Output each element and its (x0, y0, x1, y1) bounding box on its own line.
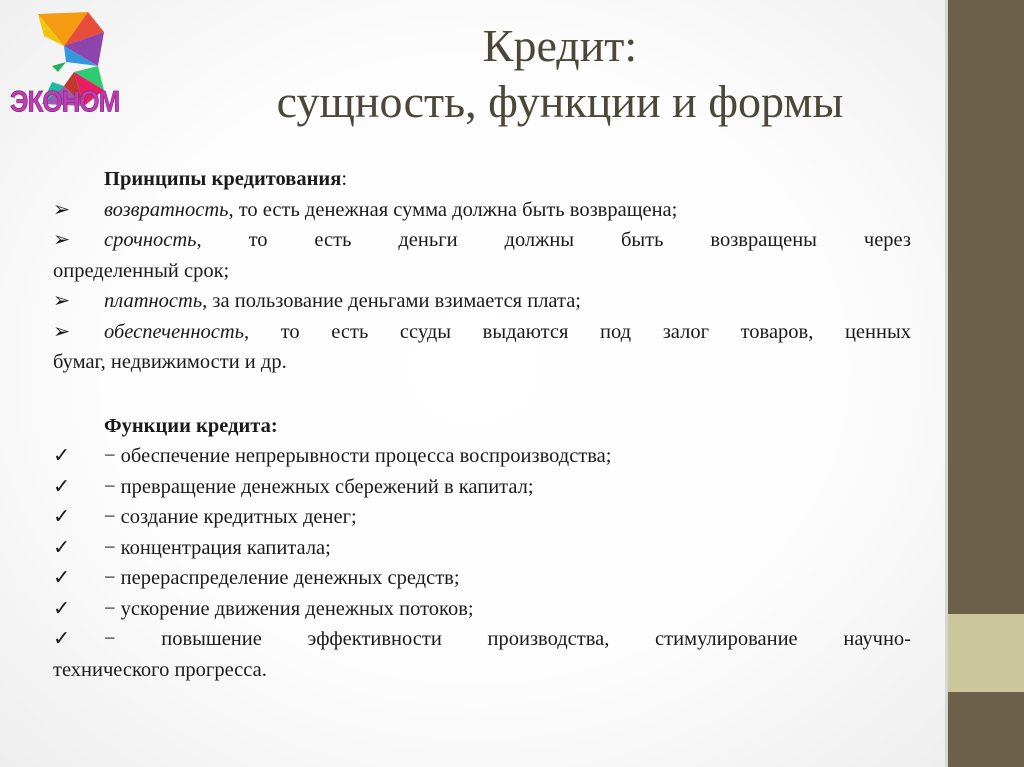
check-bullet-icon: ✓ (53, 445, 71, 467)
arrow-bullet-icon: ➢ (53, 290, 71, 312)
principle-text: , то есть денежная сумма должна быть возвращена; (228, 198, 678, 221)
principles-heading (53, 164, 911, 195)
principle-item (53, 286, 911, 317)
logo-text: ЭКОНОМ (10, 84, 120, 119)
principle-text: , то есть деньги должны быть возвращены через (196, 229, 911, 251)
principle-text: , за пользование деньгами взимается плата; (202, 290, 581, 312)
section-spacer (53, 378, 911, 411)
check-bullet-icon: ✓ (53, 597, 71, 620)
function-text: − концентрация капитала; (104, 536, 331, 559)
check-bullet-icon: ✓ (53, 475, 71, 498)
function-text: − перераспределение денежных средств; (104, 567, 460, 589)
function-item (53, 563, 911, 594)
arrow-bullet-icon: ➢ (53, 229, 71, 251)
title-line-1: Кредит: (482, 20, 638, 71)
principle-term: возвратность (104, 198, 229, 221)
function-text: − ускорение движения денежных потоков; (104, 597, 474, 620)
function-item (53, 624, 911, 655)
function-text: − превращение денежных сбережений в капитал; (104, 475, 534, 498)
page-title (240, 18, 880, 130)
check-bullet-icon: ✓ (53, 536, 71, 559)
principle-text: , то есть ссуды выдаются под залог товаров, ценных (244, 320, 911, 343)
function-text: − обеспечение непрерывности процесса воспроизводства; (104, 445, 612, 467)
check-bullet-icon: ✓ (53, 628, 71, 650)
function-item (53, 472, 911, 503)
principles-heading-colon: : (341, 168, 348, 190)
principle-term: платность (104, 290, 203, 312)
function-item (53, 441, 911, 472)
check-bullet-icon: ✓ (53, 567, 71, 589)
arrow-bullet-icon: ➢ (53, 320, 71, 343)
principle-item (53, 317, 911, 348)
function-text: − создание кредитных денег; (104, 506, 357, 528)
function-text: − повышение эффективности производства, стимулирование научно- (104, 628, 911, 650)
function-item (53, 594, 911, 625)
arrow-bullet-icon: ➢ (53, 198, 71, 221)
function-continuation: технического прогресса. (53, 658, 267, 681)
principle-item (53, 225, 911, 256)
principle-continuation: бумаг, недвижимости и др. (53, 351, 287, 373)
principle-term: обеспеченность (104, 320, 244, 343)
sidebar-accent-block (948, 614, 1024, 692)
function-item (53, 502, 911, 533)
principles-heading-text: Принципы кредитования (104, 168, 342, 190)
check-bullet-icon: ✓ (53, 506, 71, 528)
title-line-2: сущность, функции и формы (276, 76, 844, 127)
content-body (53, 164, 911, 685)
function-item (53, 533, 911, 564)
principle-continuation: определенный срок; (53, 259, 230, 282)
functions-heading: Функции кредита: (104, 414, 278, 437)
principle-item (53, 195, 911, 226)
principle-term: срочность (104, 229, 197, 251)
